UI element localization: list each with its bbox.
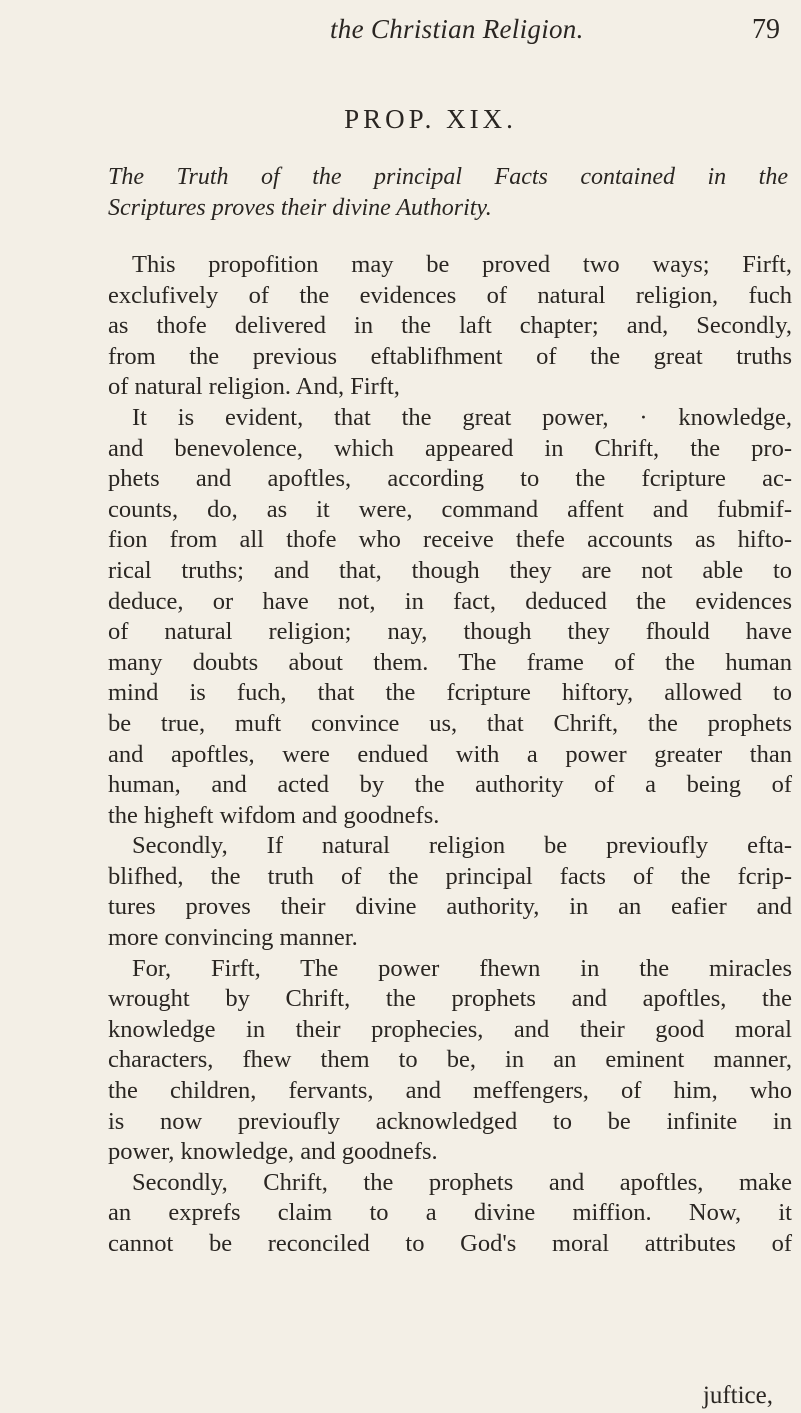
- body-line: mind is fuch, that the fcripture hiftory, allowed to: [108, 679, 792, 707]
- body-line: more convincing manner.: [108, 924, 358, 952]
- body-line: many doubts about them. The frame of the human: [108, 648, 792, 676]
- body-text: [108, 250, 792, 1260]
- body-line: rical truths; and that, though they are not able to: [108, 556, 792, 584]
- body-line: deduce, or have not, in fact, deduced the evidences: [108, 587, 792, 615]
- running-title: the Christian Religion.: [330, 14, 584, 44]
- body-line: For, Firft, The power fhewn in the miracles: [132, 954, 792, 982]
- body-line: the higheft wifdom and goodnefs.: [108, 801, 440, 829]
- body-line: human, and acted by the authority of a being of: [108, 771, 792, 799]
- body-line: as thofe delivered in the laft chapter; and, Secondly,: [108, 312, 792, 340]
- body-line: phets and apoftles, according to the fcripture ac-: [108, 465, 792, 493]
- body-line: counts, do, as it were, command affent and fubmif-: [108, 495, 792, 523]
- body-line: of natural religion. And, Firft,: [108, 373, 400, 401]
- body-line: fion from all thofe who receive thefe accounts as hifto-: [108, 526, 792, 554]
- catchword: juftice,: [702, 1382, 773, 1409]
- body-line: characters, fhew them to be, in an eminent manner,: [108, 1046, 792, 1074]
- body-line: and apoftles, were endued with a power greater than: [108, 740, 792, 768]
- body-line: from the previous eftablifhment of the great truths: [108, 342, 792, 370]
- body-line: is now previoufly acknowledged to be infinite in: [108, 1107, 792, 1135]
- body-line: blifhed, the truth of the principal facts of the fcrip-: [108, 862, 792, 890]
- subtitle-line: Scriptures proves their divine Authority.: [108, 194, 492, 221]
- body-line: exclufively of the evidences of natural religion, fuch: [108, 281, 792, 309]
- subtitle-line: The Truth of the principal Facts contained in the: [108, 164, 788, 190]
- body-line: and benevolence, which appeared in Chrift, the pro-: [108, 434, 792, 462]
- running-head: [80, 14, 780, 54]
- body-line: of natural religion; nay, though they fhould have: [108, 618, 792, 646]
- body-line: Secondly, If natural religion be previoufly efta-: [132, 832, 792, 860]
- body-line: the children, fervants, and meffengers, of him, who: [108, 1077, 792, 1105]
- body-line: an exprefs claim to a divine miffion. Now, it: [108, 1199, 792, 1227]
- body-line: tures proves their divine authority, in an eafier and: [108, 893, 792, 921]
- body-line: power, knowledge, and goodnefs.: [108, 1138, 438, 1166]
- body-line: knowledge in their prophecies, and their good moral: [108, 1015, 792, 1043]
- body-line: wrought by Chrift, the prophets and apoftles, the: [108, 985, 792, 1013]
- body-line: cannot be reconciled to God's moral attributes of: [108, 1230, 792, 1257]
- proposition-heading: PROP. XIX.: [344, 104, 517, 134]
- proposition-subtitle: [108, 159, 788, 220]
- body-line: It is evident, that the great power, · knowledge,: [132, 403, 792, 431]
- body-line: be true, muft convince us, that Chrift, the prophets: [108, 709, 792, 737]
- body-line: This propofition may be proved two ways; Firft,: [132, 251, 792, 278]
- body-line: Secondly, Chrift, the prophets and apoftles, make: [132, 1168, 792, 1196]
- page-number: 79: [752, 14, 780, 45]
